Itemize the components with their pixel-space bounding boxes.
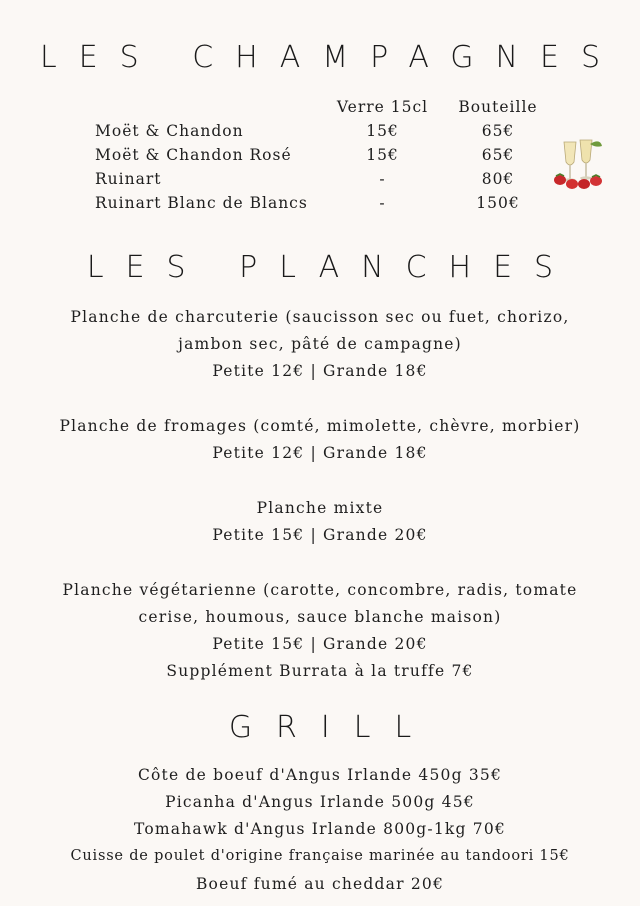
champagne-glass-price: 15€: [366, 122, 399, 140]
champagne-bottle-price: 65€: [481, 122, 515, 140]
champagne-row: [0, 194, 640, 218]
champagne-name: Moët & Chandon Rosé: [95, 146, 292, 164]
champagne-bottle-price: 150€: [476, 194, 520, 212]
planche-fromages-desc: Planche de fromages (comté, mimolette, chèvre, morbier): [59, 417, 581, 435]
champagne-row: [0, 146, 640, 170]
planche-mixte-name: Planche mixte: [256, 499, 384, 517]
champagnes-header: [0, 98, 640, 122]
planche-vegetarienne-price: Petite 15€ | Grande 20€: [212, 635, 428, 653]
planche-mixte-price: Petite 15€ | Grande 20€: [212, 526, 428, 544]
champagne-name: Ruinart Blanc de Blancs: [95, 194, 308, 212]
champagne-row: [0, 122, 640, 146]
burrata-supplement: Supplément Burrata à la truffe 7€: [166, 662, 474, 680]
grill-title: GRILL: [228, 710, 436, 745]
glass-column-header: Verre 15cl: [336, 98, 429, 116]
champagne-glasses-strawberries-icon: [550, 138, 606, 198]
champagne-glass-price: -: [379, 170, 386, 188]
planche-charcuterie-price: Petite 12€ | Grande 18€: [212, 362, 428, 380]
grill-item: Cuisse de poulet d'origine française marinée au tandoori 15€: [70, 848, 570, 864]
champagne-glass-price: 15€: [366, 146, 399, 164]
champagne-row: [0, 170, 640, 194]
grill-item: Picanha d'Angus Irlande 500g 45€: [165, 793, 475, 811]
champagne-glass-price: -: [379, 194, 386, 212]
planches-title: LES PLANCHES: [86, 250, 576, 285]
bottle-column-header: Bouteille: [458, 98, 538, 116]
planche-vegetarienne-desc-2: cerise, houmous, sauce blanche maison): [138, 608, 502, 626]
planche-vegetarienne-desc-1: Planche végétarienne (carotte, concombre, radis, tomate: [62, 581, 578, 599]
champagne-name: Ruinart: [95, 170, 162, 188]
champagne-bottle-price: 65€: [481, 146, 515, 164]
planche-charcuterie-desc-2: jambon sec, pâté de campagne): [178, 335, 462, 353]
champagne-name: Moët & Chandon: [95, 122, 244, 140]
grill-item: Boeuf fumé au cheddar 20€: [195, 875, 445, 893]
grill-item: Côte de boeuf d'Angus Irlande 450g 35€: [137, 766, 503, 784]
grill-item: Tomahawk d'Angus Irlande 800g-1kg 70€: [134, 820, 506, 838]
planche-charcuterie-desc-1: Planche de charcuterie (saucisson sec ou fuet, chorizo,: [70, 308, 570, 326]
champagne-bottle-price: 80€: [481, 170, 515, 188]
planche-fromages-price: Petite 12€ | Grande 18€: [212, 444, 428, 462]
champagnes-title: LES CHAMPAGNES: [39, 40, 622, 75]
